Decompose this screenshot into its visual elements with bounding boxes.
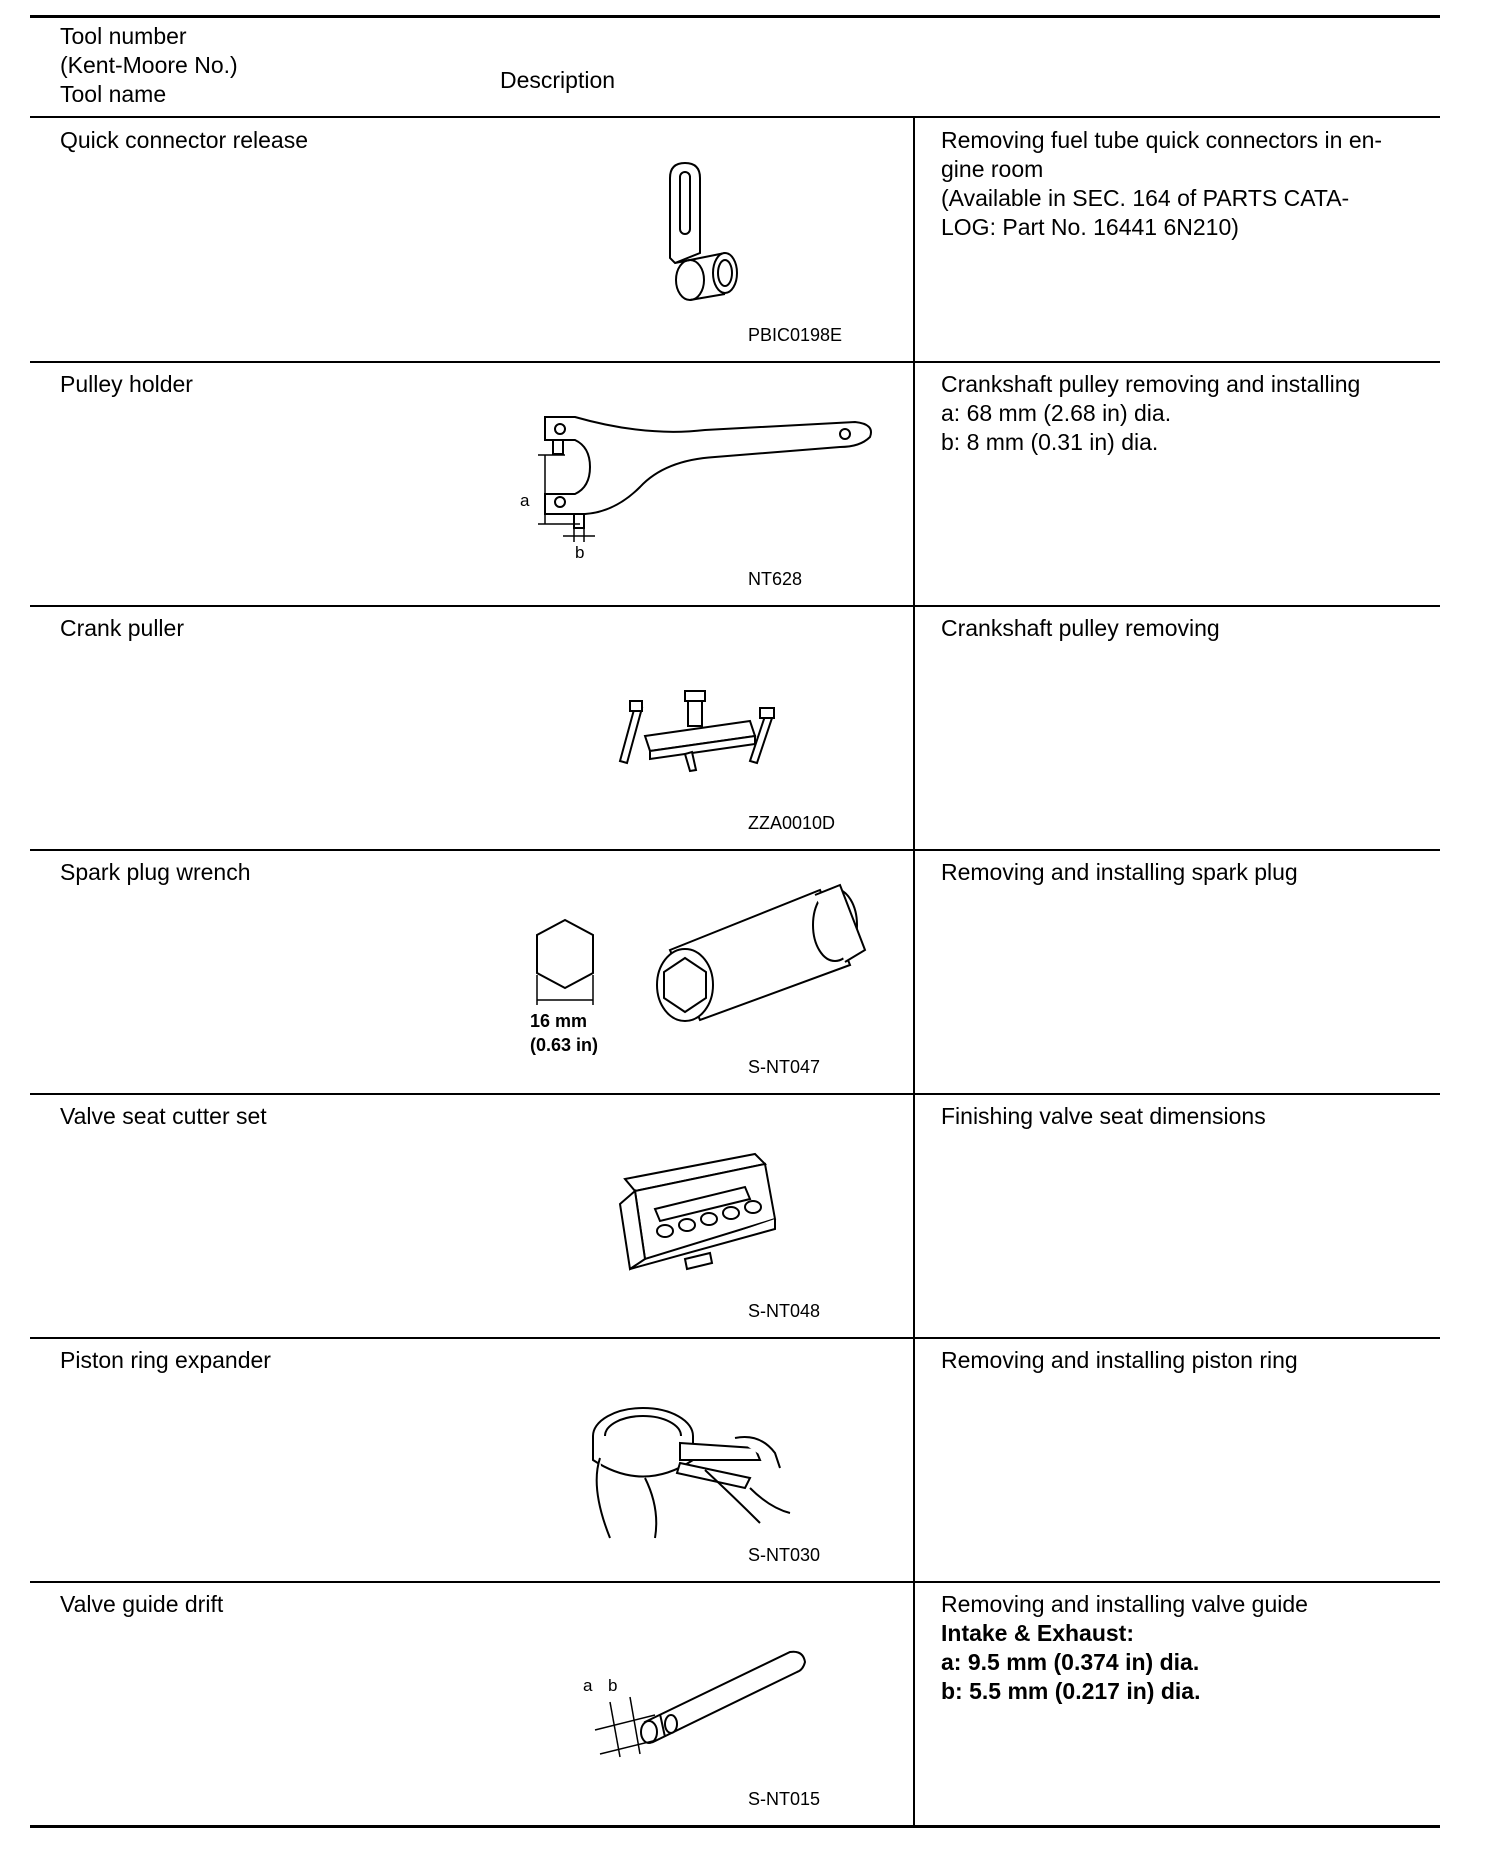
tool-description bbox=[941, 1346, 1298, 1375]
description-line: Removing fuel tube quick connectors in en- bbox=[941, 127, 1383, 153]
description-line: Crankshaft pulley removing and installing bbox=[941, 371, 1361, 397]
tool-name: Crank puller bbox=[60, 615, 184, 641]
tool-name: Pulley holder bbox=[60, 371, 193, 397]
table-top-rule bbox=[30, 15, 1440, 18]
description-line: Finishing valve seat dimensions bbox=[941, 1103, 1266, 1129]
description-line: (Available in SEC. 164 of PARTS CATA- bbox=[941, 185, 1350, 211]
figure-code: S-NT015 bbox=[748, 1789, 821, 1809]
description-line: Intake & Exhaust: bbox=[941, 1620, 1134, 1646]
figure-code: S-NT047 bbox=[748, 1057, 821, 1077]
tool-name: Valve seat cutter set bbox=[60, 1103, 267, 1129]
description-line: Removing and installing piston ring bbox=[941, 1347, 1298, 1373]
description-line: Crankshaft pulley removing bbox=[941, 615, 1220, 641]
tool-row-pulley-holder bbox=[0, 362, 1504, 606]
piston-ring-expander-illustration bbox=[585, 1398, 795, 1543]
hex-size-mm: 16 mm bbox=[530, 1011, 588, 1031]
figure-code: ZZA0010D bbox=[748, 813, 836, 833]
tool-description bbox=[941, 1590, 1308, 1706]
description-line: gine room bbox=[941, 156, 1044, 182]
header-line-kent-moore: (Kent-Moore No.) bbox=[60, 52, 238, 78]
hex-size-illustration bbox=[530, 915, 600, 1010]
tool-name: Valve guide drift bbox=[60, 1591, 224, 1617]
figure-code: PBIC0198E bbox=[748, 325, 843, 345]
description-line: Removing and installing valve guide bbox=[941, 1591, 1308, 1617]
tool-description bbox=[941, 370, 1360, 457]
tool-description bbox=[941, 614, 1220, 643]
header-line-tool-name: Tool name bbox=[60, 81, 167, 107]
figure-code: S-NT048 bbox=[748, 1301, 821, 1321]
tool-column-header bbox=[60, 22, 238, 109]
crank-puller-illustration bbox=[600, 686, 800, 786]
description-column-header: Description bbox=[500, 67, 616, 93]
tool-row-spark-plug-wrench bbox=[0, 850, 1504, 1094]
tool-row-quick-connector-release bbox=[0, 118, 1504, 362]
tool-name: Spark plug wrench bbox=[60, 859, 251, 885]
tool-row-crank-puller bbox=[0, 606, 1504, 850]
valve-seat-cutter-set-illustration bbox=[615, 1149, 785, 1289]
description-line: Removing and installing spark plug bbox=[941, 859, 1298, 885]
header-line-tool-number: Tool number bbox=[60, 23, 187, 49]
description-line: b: 5.5 mm (0.217 in) dia. bbox=[941, 1678, 1201, 1704]
hex-size-in: (0.63 in) bbox=[530, 1035, 599, 1055]
tool-name: Quick connector release bbox=[60, 127, 309, 153]
description-line: b: 8 mm (0.31 in) dia. bbox=[941, 429, 1159, 455]
tool-name: Piston ring expander bbox=[60, 1347, 271, 1373]
dimension-label-b: b bbox=[608, 1676, 618, 1695]
dimension-label-a: a bbox=[520, 491, 530, 510]
tool-row-valve-seat-cutter-set bbox=[0, 1094, 1504, 1338]
valve-guide-drift-illustration bbox=[585, 1642, 815, 1762]
quick-connector-release-illustration bbox=[655, 158, 755, 308]
spark-plug-socket-illustration bbox=[640, 880, 880, 1030]
tool-description bbox=[941, 858, 1298, 887]
tool-description bbox=[941, 1102, 1266, 1131]
dimension-label-b: b bbox=[575, 543, 585, 562]
figure-code: S-NT030 bbox=[748, 1545, 821, 1565]
description-line: LOG: Part No. 16441 6N210) bbox=[941, 214, 1239, 240]
description-line: a: 68 mm (2.68 in) dia. bbox=[941, 400, 1172, 426]
pulley-holder-illustration bbox=[505, 412, 875, 542]
tool-description bbox=[941, 126, 1382, 242]
dimension-label-a: a bbox=[583, 1676, 593, 1695]
description-line: a: 9.5 mm (0.374 in) dia. bbox=[941, 1649, 1200, 1675]
tool-row-valve-guide-drift bbox=[0, 1582, 1504, 1826]
tool-row-piston-ring-expander bbox=[0, 1338, 1504, 1582]
figure-code: NT628 bbox=[748, 569, 803, 589]
